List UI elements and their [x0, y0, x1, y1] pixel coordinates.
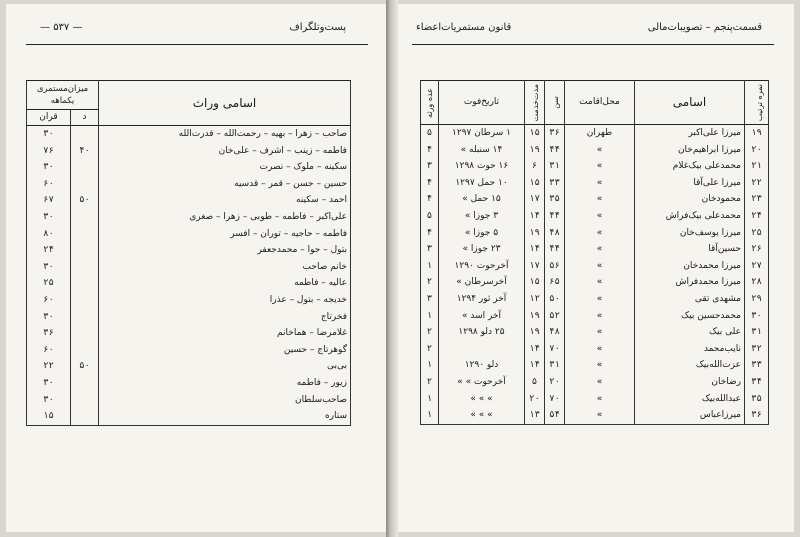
service-cell: ۱۷	[525, 258, 545, 275]
dinar-cell	[71, 259, 99, 276]
table-row	[27, 192, 351, 209]
qiran-cell: ۶۰	[27, 292, 71, 309]
death-date-cell: ۵ جوزا »	[439, 225, 525, 242]
heirs-count-cell: ۱	[421, 407, 439, 424]
row-number-cell: ۲۳	[745, 191, 769, 208]
service-cell: ۱۵	[525, 274, 545, 291]
death-date-cell: » » »	[439, 391, 525, 408]
dinar-cell	[71, 325, 99, 342]
dinar-cell	[71, 176, 99, 193]
row-number-cell: ۱۹	[745, 125, 769, 142]
heirs-count-cell: ۲	[421, 374, 439, 391]
qiran-cell: ۳۰	[27, 392, 71, 409]
death-date-column-header: تاریخ‌فوت	[439, 81, 525, 125]
member-name-cell: مشهدی تقی	[635, 291, 745, 308]
service-cell: ۱۳	[525, 407, 545, 424]
qiran-cell: ۲۵	[27, 275, 71, 292]
table-row	[421, 175, 769, 192]
qiran-column-header: قران	[27, 110, 71, 126]
heirs-names-cell: زیور – فاطمه	[99, 375, 351, 392]
table-row	[27, 226, 351, 243]
residence-cell: »	[565, 308, 635, 325]
age-cell: ۵۲	[545, 308, 565, 325]
qiran-cell: ۶۷	[27, 192, 71, 209]
qiran-cell: ۳۰	[27, 209, 71, 226]
book-gutter	[386, 0, 398, 537]
age-cell: ۴۸	[545, 324, 565, 341]
age-cell: ۵۴	[545, 407, 565, 424]
qiran-cell: ۳۰	[27, 259, 71, 276]
age-cell: ۵۶	[545, 258, 565, 275]
death-date-cell: آخرحوت » »	[439, 374, 525, 391]
qiran-cell: ۳۰	[27, 159, 71, 176]
table-row	[27, 375, 351, 392]
row-number-cell: ۳۳	[745, 357, 769, 374]
heirs-count-cell: ۴	[421, 225, 439, 242]
residence-cell: »	[565, 274, 635, 291]
row-number-cell: ۲۲	[745, 175, 769, 192]
table-row	[421, 142, 769, 159]
member-name-cell: میرزا علی‌اکبر	[635, 125, 745, 142]
age-cell: ۴۴	[545, 208, 565, 225]
member-name-cell: عزت‌الله‌بیک	[635, 357, 745, 374]
heirs-count-cell: ۳	[421, 291, 439, 308]
member-name-cell: محمدعلی بیک‌فراش	[635, 208, 745, 225]
dinar-cell	[71, 292, 99, 309]
row-number-cell: ۳۴	[745, 374, 769, 391]
table-row	[27, 392, 351, 409]
death-date-cell: ۱۴ سنبله »	[439, 142, 525, 159]
row-number-cell: ۲۸	[745, 274, 769, 291]
dinar-cell: ۵۰	[71, 358, 99, 375]
heirs-names-cell: غلامرضا – هماخانم	[99, 325, 351, 342]
service-cell: ۱۵	[525, 175, 545, 192]
residence-cell: »	[565, 391, 635, 408]
table-row	[27, 126, 351, 143]
dinar-cell	[71, 126, 99, 143]
table-row	[27, 325, 351, 342]
death-date-cell: ۲۳ جوزا »	[439, 241, 525, 258]
table-row	[27, 259, 351, 276]
member-name-cell: میرزا علی‌آقا	[635, 175, 745, 192]
age-cell: ۴۴	[545, 241, 565, 258]
row-number-cell: ۲۰	[745, 142, 769, 159]
table-row	[27, 342, 351, 359]
dinar-cell: ۴۰	[71, 143, 99, 160]
heirs-count-cell: ۴	[421, 175, 439, 192]
heirs-names-cell: خدیجه – بتول – عذرا	[99, 292, 351, 309]
service-cell: ۲۰	[525, 391, 545, 408]
death-date-cell: ۲۵ دلو ۱۲۹۸	[439, 324, 525, 341]
age-cell: ۳۱	[545, 158, 565, 175]
heirs-names-cell: خانم صاحب	[99, 259, 351, 276]
heirs-names-cell: ستاره	[99, 408, 351, 425]
table-row	[27, 292, 351, 309]
residence-cell: »	[565, 208, 635, 225]
death-date-cell	[439, 341, 525, 358]
heirs-names-cell: فخرتاج	[99, 309, 351, 326]
row-number-cell: ۲۵	[745, 225, 769, 242]
heirs-names-cell: گوهرتاج – حسین	[99, 342, 351, 359]
qiran-cell: ۱۵	[27, 408, 71, 425]
death-date-cell: ۳ جوزا »	[439, 208, 525, 225]
dinar-column-header: د	[71, 110, 99, 126]
service-cell: ۱۹	[525, 308, 545, 325]
row-number-cell: ۳۰	[745, 308, 769, 325]
age-column-header: سن	[545, 81, 565, 125]
row-number-cell: ۲۶	[745, 241, 769, 258]
table-row	[421, 324, 769, 341]
pension-column-header: میزان‌مستمری یکماهه	[27, 81, 99, 110]
table-row	[27, 358, 351, 375]
dinar-cell	[71, 209, 99, 226]
members-table	[420, 80, 769, 425]
row-number-cell: ۲۹	[745, 291, 769, 308]
table-row	[27, 309, 351, 326]
heirs-count-cell: ۱	[421, 391, 439, 408]
qiran-cell: ۳۰	[27, 375, 71, 392]
dinar-cell	[71, 226, 99, 243]
age-cell: ۶۵	[545, 274, 565, 291]
right-section-header: قسمت‌پنجم – تصویبات‌مالی	[647, 22, 762, 33]
heirs-count-cell: ۲	[421, 274, 439, 291]
heirs-count-cell: ۵	[421, 208, 439, 225]
qiran-cell: ۲۴	[27, 242, 71, 259]
heirs-names-cell: احمد – سکینه	[99, 192, 351, 209]
death-date-cell: » » »	[439, 407, 525, 424]
dinar-cell	[71, 242, 99, 259]
residence-cell: »	[565, 158, 635, 175]
heirs-names-cell: بتول – حوا – محمدجعفر	[99, 242, 351, 259]
residence-cell: »	[565, 175, 635, 192]
heirs-count-cell: ۲	[421, 324, 439, 341]
dinar-cell	[71, 342, 99, 359]
member-name-cell: میرزا ابراهیم‌خان	[635, 142, 745, 159]
header-rule	[26, 44, 368, 45]
service-cell: ۱۹	[525, 324, 545, 341]
service-cell: ۱۵	[525, 125, 545, 142]
service-cell: ۱۴	[525, 357, 545, 374]
heirs-count-cell: ۱	[421, 357, 439, 374]
residence-cell: »	[565, 324, 635, 341]
residence-cell: »	[565, 142, 635, 159]
member-name-cell: میرزاعباس	[635, 407, 745, 424]
heirs-names-cell: عالیه – فاطمه	[99, 275, 351, 292]
member-name-cell: محمدحسین بیک	[635, 308, 745, 325]
row-no-column-header: نمره ترتیب	[745, 81, 769, 125]
qiran-cell: ۲۲	[27, 358, 71, 375]
names-column-header: اسامی	[635, 81, 745, 125]
heirs-names-cell: صاحب‌سلطان	[99, 392, 351, 409]
heirs-names-cell: حسین – حسن – قمر – قدسیه	[99, 176, 351, 193]
residence-cell: »	[565, 374, 635, 391]
heirs-count-cell: ۳	[421, 158, 439, 175]
left-section-header: پست‌وتلگراف	[289, 22, 346, 33]
heirs-count-cell: ۱	[421, 308, 439, 325]
heirs-count-cell: ۲	[421, 341, 439, 358]
residence-cell: »	[565, 357, 635, 374]
qiran-cell: ۳۰	[27, 126, 71, 143]
table-row	[421, 341, 769, 358]
residence-cell: »	[565, 258, 635, 275]
table-row	[421, 374, 769, 391]
row-number-cell: ۲۷	[745, 258, 769, 275]
residence-cell: »	[565, 225, 635, 242]
table-row	[421, 241, 769, 258]
table-row	[27, 275, 351, 292]
table-row	[27, 176, 351, 193]
heirs-count-cell: ۳	[421, 241, 439, 258]
age-cell: ۳۳	[545, 175, 565, 192]
death-date-cell: دلو ۱۲۹۰	[439, 357, 525, 374]
age-cell: ۳۶	[545, 125, 565, 142]
service-cell: ۱۴	[525, 241, 545, 258]
qiran-cell: ۷۶	[27, 143, 71, 160]
age-cell: ۷۰	[545, 391, 565, 408]
row-number-cell: ۳۱	[745, 324, 769, 341]
member-name-cell: میرزا یوسف‌خان	[635, 225, 745, 242]
age-cell: ۴۸	[545, 225, 565, 242]
member-name-cell: رضاخان	[635, 374, 745, 391]
heirs-names-cell: فاطمه – حاجیه – توران – افسر	[99, 226, 351, 243]
death-date-cell: ۱۰ حمل ۱۲۹۷	[439, 175, 525, 192]
names-column-header: اسامی وراث	[99, 81, 351, 126]
dinar-cell	[71, 375, 99, 392]
header-rule	[412, 44, 774, 45]
qiran-cell: ۸۰	[27, 226, 71, 243]
left-page	[6, 4, 386, 532]
service-cell: ۱۴	[525, 341, 545, 358]
table-row	[421, 357, 769, 374]
qiran-cell: ۶۰	[27, 176, 71, 193]
service-cell: ۵	[525, 374, 545, 391]
service-column-header: مدت‌خدمت	[525, 81, 545, 125]
table-row	[27, 209, 351, 226]
residence-cell: طهران	[565, 125, 635, 142]
table-row	[27, 242, 351, 259]
service-cell: ۱۹	[525, 142, 545, 159]
member-name-cell: علی بیک	[635, 324, 745, 341]
right-page	[398, 4, 794, 532]
right-header-title: قانون مستمریات‌اعضاء	[416, 22, 512, 33]
residence-cell: »	[565, 291, 635, 308]
heirs-names-cell: فاطمه – زینب – اشرف – علی‌خان	[99, 143, 351, 160]
heirs-count-cell: ۴	[421, 142, 439, 159]
death-date-cell: ۱۶ حوت ۱۲۹۸	[439, 158, 525, 175]
table-row	[421, 125, 769, 142]
member-name-cell: محمودخان	[635, 191, 745, 208]
table-row	[421, 258, 769, 275]
age-cell: ۲۰	[545, 374, 565, 391]
dinar-cell	[71, 392, 99, 409]
service-cell: ۶	[525, 158, 545, 175]
dinar-cell	[71, 309, 99, 326]
death-date-cell: آخرسرطان »	[439, 274, 525, 291]
death-date-cell: آخر اسد »	[439, 308, 525, 325]
dinar-cell	[71, 159, 99, 176]
row-number-cell: ۳۲	[745, 341, 769, 358]
qiran-cell: ۳۶	[27, 325, 71, 342]
age-cell: ۵۰	[545, 291, 565, 308]
age-cell: ۳۱	[545, 357, 565, 374]
residence-column-header: محل‌اقامت	[565, 81, 635, 125]
service-cell: ۱۹	[525, 225, 545, 242]
age-cell: ۴۴	[545, 142, 565, 159]
residence-cell: »	[565, 341, 635, 358]
service-cell: ۱۴	[525, 208, 545, 225]
member-name-cell: عبدالله‌بیک	[635, 391, 745, 408]
heirs-names-cell: سکینه – ملوک – نصرت	[99, 159, 351, 176]
age-cell: ۷۰	[545, 341, 565, 358]
table-row	[421, 208, 769, 225]
qiran-cell: ۳۰	[27, 309, 71, 326]
table-row	[421, 291, 769, 308]
table-row	[421, 391, 769, 408]
row-number-cell: ۲۴	[745, 208, 769, 225]
residence-cell: »	[565, 407, 635, 424]
qiran-cell: ۶۰	[27, 342, 71, 359]
row-number-cell: ۳۶	[745, 407, 769, 424]
age-cell: ۳۵	[545, 191, 565, 208]
heirs-names-cell: صاحب – زهرا – بهیه – رحمت‌الله – قدرت‌الله	[99, 126, 351, 143]
member-name-cell: حسین‌آقا	[635, 241, 745, 258]
table-row	[421, 274, 769, 291]
death-date-cell: آخر ثور ۱۲۹۴	[439, 291, 525, 308]
member-name-cell: محمدعلی بیک‌غلام	[635, 158, 745, 175]
service-cell: ۱۷	[525, 191, 545, 208]
heirs-table	[26, 80, 351, 426]
dinar-cell	[71, 275, 99, 292]
dinar-cell	[71, 408, 99, 425]
heirs-count-cell: ۵	[421, 125, 439, 142]
heirs-count-cell: ۴	[421, 191, 439, 208]
table-row	[421, 407, 769, 424]
death-date-cell: آخرحوت ۱۲۹۰	[439, 258, 525, 275]
table-row	[421, 308, 769, 325]
heirs-count-cell: ۱	[421, 258, 439, 275]
table-row	[421, 158, 769, 175]
heirs-names-cell: بی‌بی	[99, 358, 351, 375]
row-number-cell: ۳۵	[745, 391, 769, 408]
dinar-cell: ۵۰	[71, 192, 99, 209]
table-row	[421, 191, 769, 208]
service-cell: ۱۲	[525, 291, 545, 308]
member-name-cell: نایب‌محمد	[635, 341, 745, 358]
row-number-cell: ۲۱	[745, 158, 769, 175]
table-row	[27, 408, 351, 425]
table-row	[27, 143, 351, 160]
table-row	[27, 159, 351, 176]
page-number: — ۵۳۷ —	[40, 22, 83, 33]
heirs-names-cell: علی‌اکبر – فاطمه – طوبی – زهرا – صغری	[99, 209, 351, 226]
heirs-count-column-header: عده ورثه	[421, 81, 439, 125]
residence-cell: »	[565, 241, 635, 258]
member-name-cell: میرزا محمدخان	[635, 258, 745, 275]
death-date-cell: ۱ سرطان ۱۲۹۷	[439, 125, 525, 142]
table-row	[421, 225, 769, 242]
member-name-cell: میرزا محمدفراش	[635, 274, 745, 291]
death-date-cell: ۱۵ حمل »	[439, 191, 525, 208]
residence-cell: »	[565, 191, 635, 208]
